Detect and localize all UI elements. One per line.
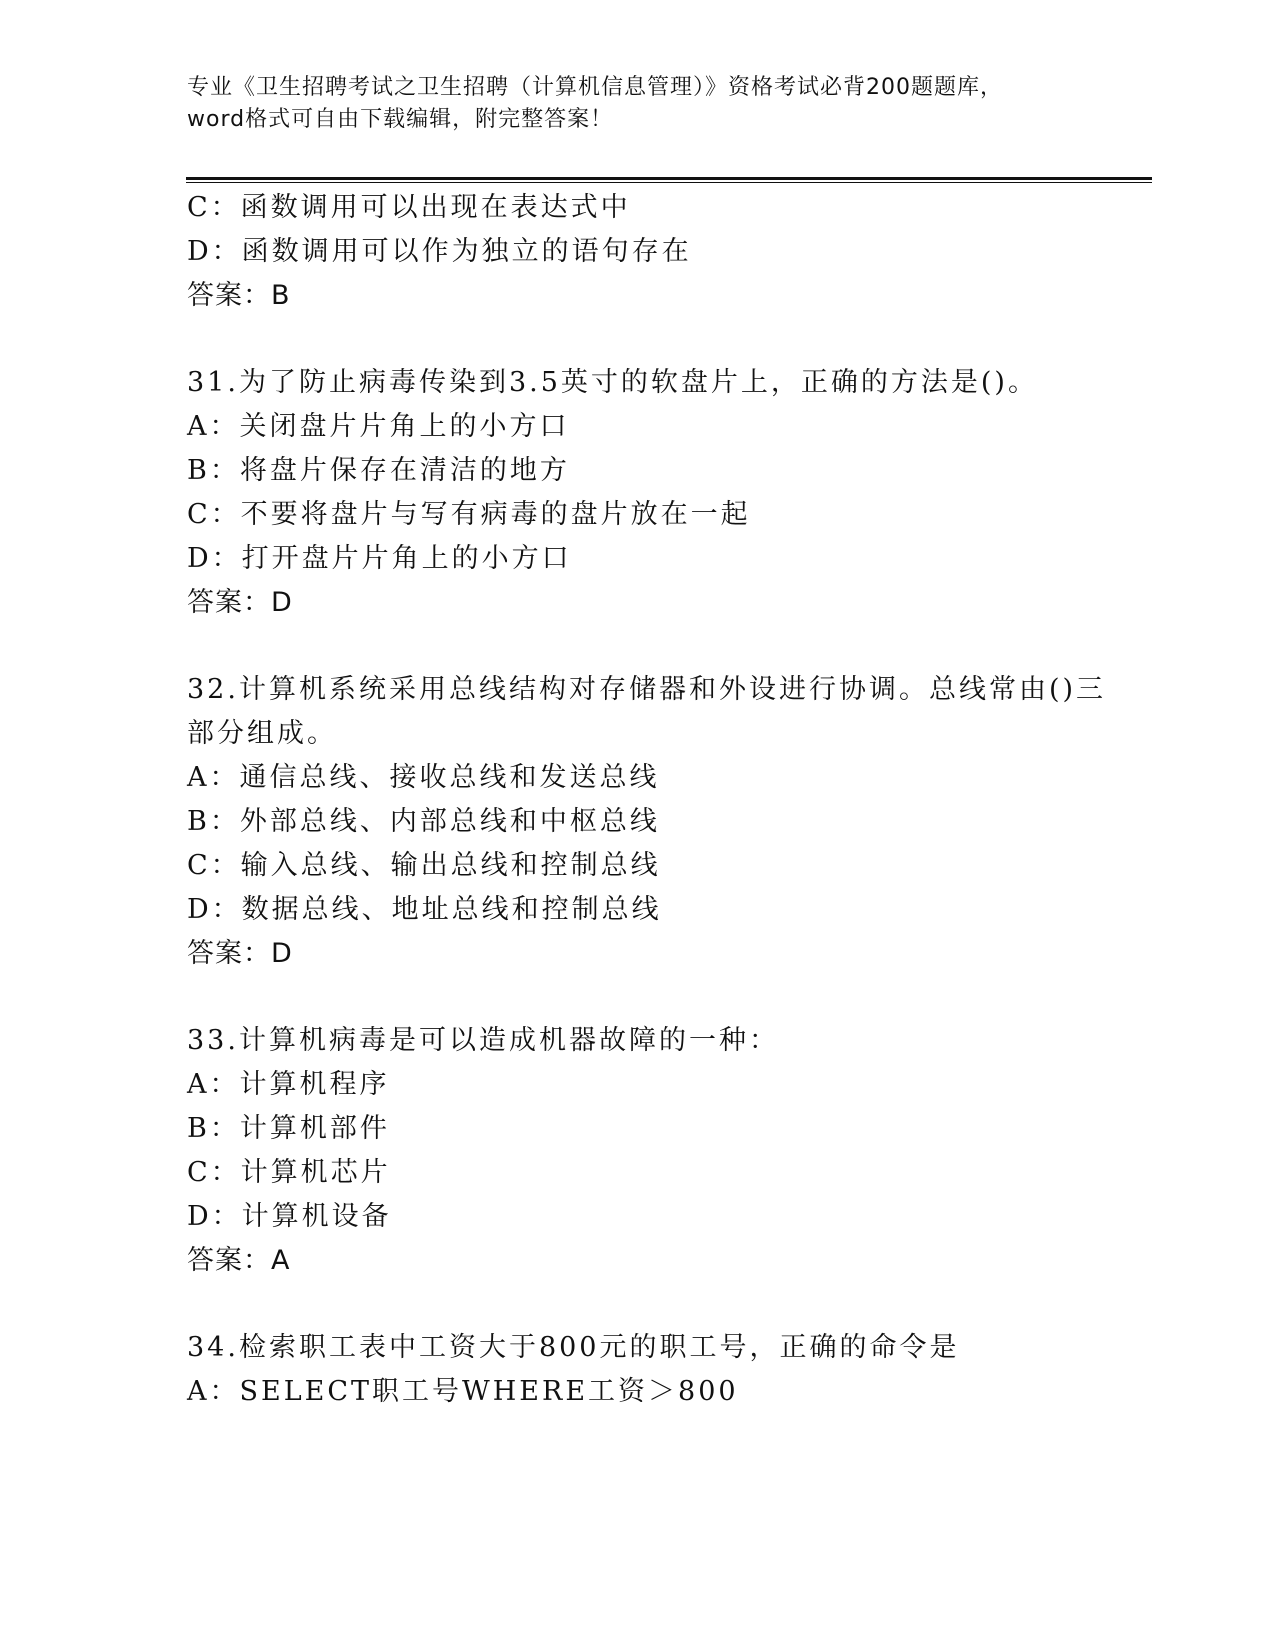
option-line: D：打开盘片片角上的小方口 xyxy=(187,543,572,574)
option-line: A：计算机程序 xyxy=(187,1069,390,1100)
option-line: C：输入总线、输出总线和控制总线 xyxy=(187,850,661,881)
header-title-line-1: 专业《卫生招聘考试之卫生招聘（计算机信息管理）》资格考试必背200题题库， xyxy=(187,75,1003,100)
header-divider-thin xyxy=(186,182,1152,183)
option-line: A：关闭盘片片角上的小方口 xyxy=(187,411,570,442)
option-line: D：计算机设备 xyxy=(187,1201,392,1232)
question-line: 34.检索职工表中工资大于800元的职工号，正确的命令是 xyxy=(187,1332,960,1363)
question-line: 部分组成。 xyxy=(187,718,337,749)
answer-line: 答案：A xyxy=(187,1245,291,1276)
option-line: B：将盘片保存在清洁的地方 xyxy=(187,455,570,486)
answer-line: 答案：D xyxy=(187,938,293,969)
question-line: 33.计算机病毒是可以造成机器故障的一种： xyxy=(187,1025,779,1056)
option-line: D：函数调用可以作为独立的语句存在 xyxy=(187,236,692,267)
option-line: C：计算机芯片 xyxy=(187,1157,391,1188)
answer-line: 答案：D xyxy=(187,587,293,618)
option-line: C：不要将盘片与写有病毒的盘片放在一起 xyxy=(187,499,751,530)
document-header xyxy=(187,72,1087,136)
option-line: B：外部总线、内部总线和中枢总线 xyxy=(187,806,660,837)
answer-line: 答案：B xyxy=(187,280,291,311)
header-title-line-2: word格式可自由下载编辑，附完整答案！ xyxy=(187,107,614,132)
option-line: C：函数调用可以出现在表达式中 xyxy=(187,192,631,223)
question-line: 32.计算机系统采用总线结构对存储器和外设进行协调。总线常由()三 xyxy=(187,674,1107,705)
question-line: 31.为了防止病毒传染到3.5英寸的软盘片上，正确的方法是()。 xyxy=(187,367,1038,398)
option-line: B：计算机部件 xyxy=(187,1113,390,1144)
option-line: D：数据总线、地址总线和控制总线 xyxy=(187,894,662,925)
header-divider-thick xyxy=(186,177,1152,180)
option-line: A：通信总线、接收总线和发送总线 xyxy=(187,762,660,793)
option-line: A：SELECT职工号WHERE工资＞800 xyxy=(187,1376,739,1407)
